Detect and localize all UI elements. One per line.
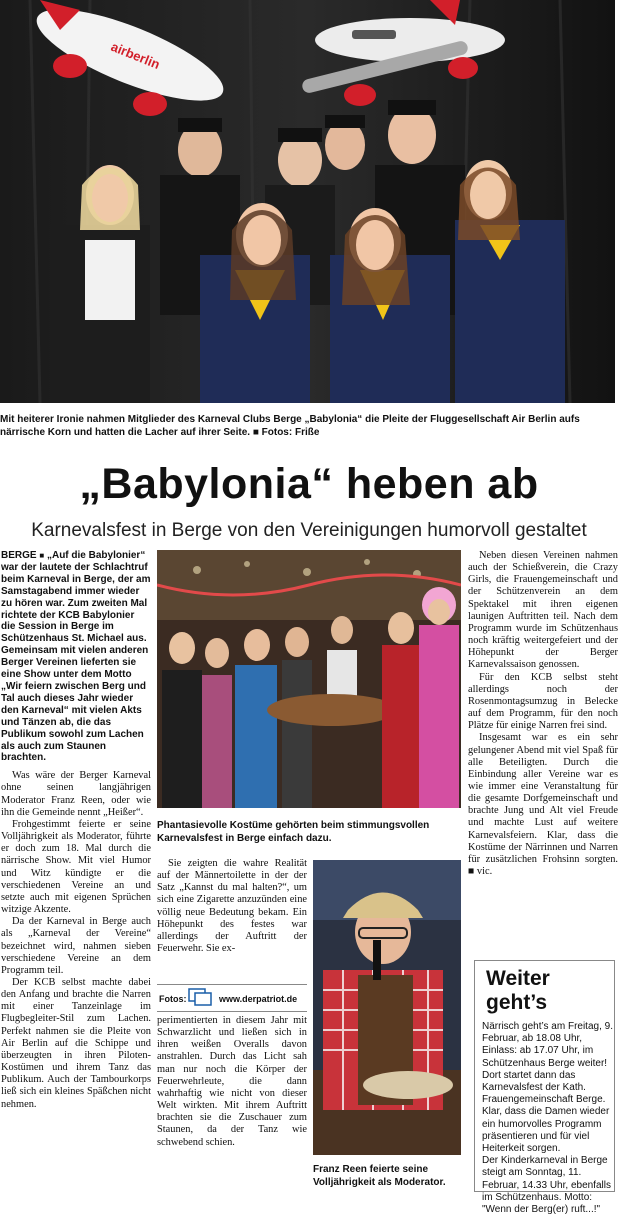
article-paragraph: Frohgestimmt feierte er seine Volljährigkeit als Moderator, führte er doch zum 18. Mal durch die närrische Show. Mit viel Humor und Witz kündigte er die verschiedenen Vereine an und setzte auch mit eigenen Sprüchen witzige Akzente. [1, 818, 151, 916]
bottom-photo [313, 860, 461, 1155]
middle-photo-caption: Phantasievolle Kostüme gehörten beim stimmungsvollen Karnevalsfest in Berge einfach dazu. [157, 820, 430, 844]
article-column-1 [1, 550, 151, 1111]
article-paragraph: Der KCB selbst machte dabei den Anfang und brachte die Narren mit einer Tanzeinlage im Flugbegleiter-Stil zum Lachen. Perfekt nahmen sie die Pleite von Air Berlin auf die Schippe und überzeugten in ihren Piloten-Kostümen und ihrem Tanz das Publikum. Auch der Tambourkorps ließ sich ein kleines Späßchen nicht nehmen. [1, 976, 151, 1110]
dateline: BERGE [1, 550, 37, 561]
info-box-paragraph: Närrisch geht’s am Freitag, 9. Februar, ab 18.08 Uhr, Einlass: ab 17.07 Uhr, im Schützenhaus Berge weiter! Dort startet dann das Karnevalsfest der Kath. Frauengemeinschaft Berge. Klar, dass die Damen wieder ein humorvolles Programm präsentieren und für viel Heiterkeit sorgen. [482, 1021, 613, 1155]
fotos-banner[interactable] [157, 984, 307, 1012]
photos-icon [187, 986, 217, 1008]
bottom-photo-caption: Franz Reen feierte seine Volljährigkeit als Moderator. [313, 1164, 446, 1188]
article-paragraph: Insgesamt war es ein sehr gelungener Abend mit viel Spaß für alle Beteiligten. Durch die Einbindung aller Vereine war es wie immer eine Veranstaltung für die gesamte Dorfgemeinschaft und brachte Jung und Alt viel Freude und machte Lust auf weitere Karnevalsfeiern. Klar, dass die Kostüme der Närrinnen und Narren für zusätzlichen Frohsinn sorgten. ■ vic. [468, 732, 618, 878]
info-box-title: Weiter geht’s [486, 967, 550, 1014]
dateline-mark: ■ [39, 551, 45, 560]
top-photo [0, 0, 615, 403]
article-paragraph: perimentierten in diesem Jahr mit Schwarzlicht und ließen sich in ihren weißen Overalls davon anstrahlen. Durch das Licht sah man nur noch die Körper der Feuerwehrleute, die dann wahrhaftig wie nicht von dieser Welt wirkten. Mit ihrem Auftritt brachten sie die Zuschauer zum Staunen, da der Tanz wie schwebend schien. [157, 1015, 307, 1148]
plane-logo-text: airberlin [108, 38, 163, 72]
article-paragraph: Da der Karneval in Berge auch als „Karneval der Vereine“ bezeichnet wird, nahmen sieben verschiedene Vereine an dem Programm teil. [1, 916, 151, 976]
info-box [474, 960, 615, 1216]
article-paragraph: Sie zeigten die wahre Realität auf der Männertoilette in der der Satz „Kannst du mal halten?“, um sich eine Zigarette anzuzünden eine völlig neue Bedeutung bekam. Ein Höhepunkt des festes war allerdings der Auftritt der Feuerwehr. Sie ex- [157, 858, 307, 955]
info-box-paragraph: Der Kinderkarneval in Berge steigt am Sonntag, 11. Februar, 14.33 Uhr, ebenfalls im Schützenhaus. Motto: "Wenn der Berg(er) ruft...!" [482, 1155, 611, 1216]
article-paragraph: Für den KCB selbst steht allerdings noch der Rosenmontagsumzug in Belecke auf dem Programm, für den noch Plätze für einige Narren frei sind. [468, 671, 618, 732]
subheadline: Karnevalsfest in Berge von den Vereinigungen humorvoll gestaltet [31, 520, 587, 541]
article-paragraph: Was wäre der Berger Karneval ohne seinen langjährigen Moderator Franz Reen, oder wie ihn die Gemeinde nennt „Heißer“. [1, 770, 151, 818]
fotos-url-link[interactable]: www.derpatriot.de [219, 994, 298, 1004]
article-paragraph: Neben diesen Vereinen nahmen auch der Schießverein, die Crazy Girls, die Frauengemeinschaft und der Schützenverein an dem Spektakel mit ihren eigenen launigen Auftritten teil. Nach dem Programm wurde im Schützenhaus noch kräftig weitergefeiert und der Höhepunkt der Berger Karnevalssaison genossen. [468, 550, 618, 671]
top-photo-caption: Mit heiterer Ironie nahmen Mitglieder des Karneval Clubs Berge „Babylonia“ die Pleite der Fluggesellschaft Air Berlin aufs närrische Korn und hatten die Lacher auf ihrer Seite. ■ Fotos: Friße [0, 414, 580, 438]
headline: „Babylonia“ heben ab [79, 460, 539, 508]
lead-paragraph: „Auf die Babylonier“ war der lautete der Schlachtruf beim Karneval in Berge, der am Samstagabend immer wieder zu hören war. Zum zweiten Mal richtete der KCB Babylonier die Session in Berge im Schützenhaus St. Michael aus. Gemeinsam mit vielen anderen Berger Vereinen lieferten sie eine Show unter dem Motto „Wir feiern zwischen Berg und Tal auch dieses Jahr wieder den Karneval“ mit vielen Akts und Tänzen ab, die das Publikum sowohl zum Lachen als auch zum Staunen brachten. [1, 550, 151, 764]
article-column-2 [157, 858, 307, 955]
article-column-3 [468, 550, 618, 878]
article-column-2b [157, 1015, 307, 1149]
middle-photo [157, 550, 461, 808]
fotos-label: Fotos: [159, 994, 187, 1004]
